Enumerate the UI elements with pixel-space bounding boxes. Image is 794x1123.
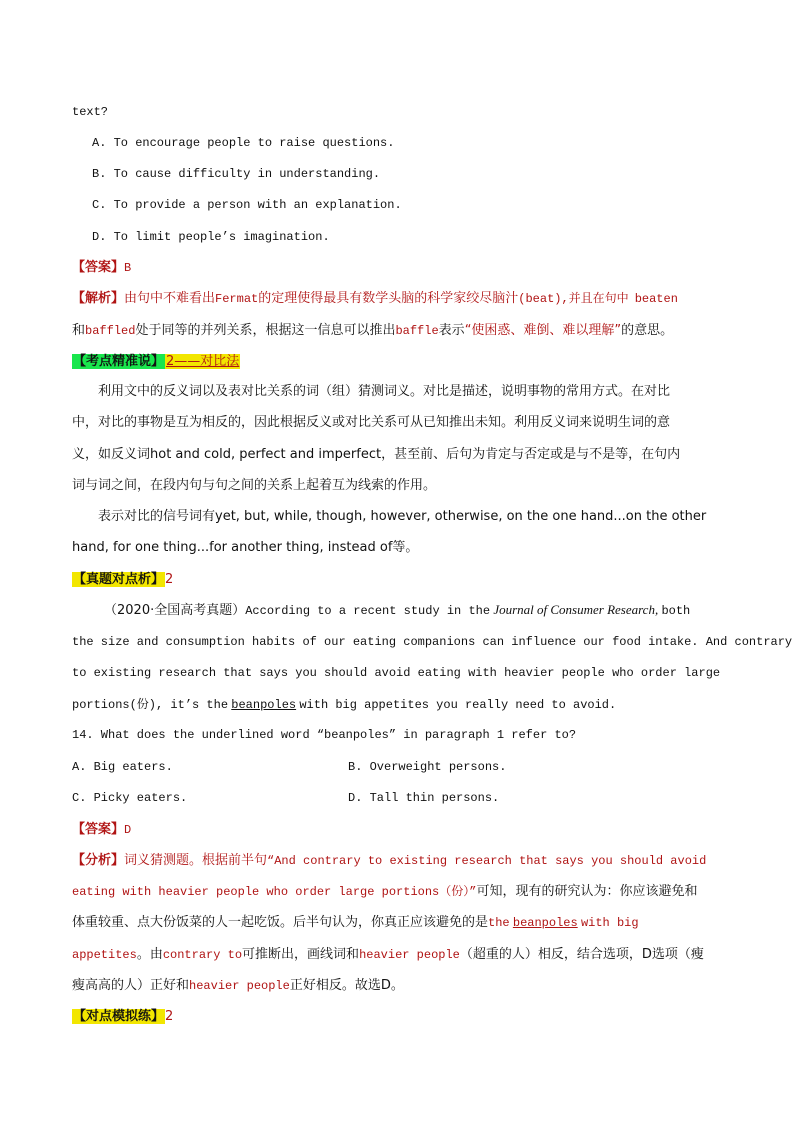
answer-label: 【答案】 bbox=[72, 260, 125, 275]
analysis-text: heavier people bbox=[359, 948, 460, 962]
kaodian-para-2-line-1: 表示对比的信号词有yet, but, while, though, however, otherwise, on the one hand...on the other bbox=[98, 509, 707, 524]
analysis-2-line-5 bbox=[72, 976, 404, 995]
section-zhenti-num: 2 bbox=[165, 572, 174, 587]
analysis-1-line-2 bbox=[72, 321, 673, 340]
analysis-2-line-2 bbox=[72, 882, 697, 901]
answer-value: D bbox=[124, 823, 132, 837]
underlined-word: beanpoles bbox=[512, 916, 578, 930]
analysis-text: Fermat bbox=[215, 292, 259, 306]
option-b: B. To cause difficulty in understanding. bbox=[92, 167, 381, 181]
analysis-label: 【分析】 bbox=[72, 853, 125, 868]
analysis-2-line-3 bbox=[72, 913, 639, 932]
passage-text: According to a recent study in the bbox=[245, 604, 491, 618]
section-kaodian-title: 2——对比法 bbox=[166, 354, 240, 369]
analysis-text: 由句中不难看出 bbox=[124, 291, 216, 306]
section-zhenti bbox=[72, 570, 173, 589]
analysis-text: contrary to bbox=[162, 948, 243, 962]
passage-line-3: to existing research that says you should avoid eating with heavier people who order large bbox=[72, 666, 721, 680]
analysis-text: 的定理使得最具有数学头脑的科学家绞尽脑汁 bbox=[258, 291, 519, 306]
kaodian-para-1-line-1: 利用文中的反义词以及表对比关系的词（组）猜测词义。对比是描述，说明事物的常用方式。在对比 bbox=[98, 384, 671, 399]
q14-option-b: B. Overweight persons. bbox=[348, 760, 507, 774]
q14-option-d: D. Tall thin persons. bbox=[348, 791, 500, 805]
section-moni-label: 【对点模拟练】 bbox=[73, 1009, 165, 1024]
passage-line-2: the size and consumption habits of our eating companions can influence our food intake. And contrary bbox=[72, 635, 793, 649]
analysis-text: 表示 bbox=[438, 323, 465, 338]
analysis-text: 可推断出，画线词和 bbox=[242, 947, 360, 962]
answer-label: 【答案】 bbox=[72, 822, 125, 837]
analysis-text: the bbox=[488, 916, 510, 930]
kaodian-para-1-line-4: 词与词之间，在段内句与句之间的关系上起着互为线索的作用。 bbox=[72, 478, 437, 493]
analysis-label: 【解析】 bbox=[72, 291, 125, 306]
analysis-text: appetites bbox=[72, 948, 137, 962]
answer-2 bbox=[72, 820, 131, 839]
analysis-text: （超重的人）相反，结合选项，D选项（瘦 bbox=[459, 947, 704, 962]
analysis-1-line-1 bbox=[72, 289, 678, 308]
section-zhenti-label: 【真题对点析】 bbox=[73, 572, 165, 587]
analysis-text: baffled bbox=[85, 324, 136, 338]
q14-stem: 14. What does the underlined word “beanpoles” in paragraph 1 refer to? bbox=[72, 728, 577, 742]
underlined-word: beanpoles bbox=[231, 698, 297, 712]
analysis-text: beaten bbox=[634, 292, 678, 306]
question-stem-tail: text? bbox=[72, 105, 109, 119]
answer-1 bbox=[72, 258, 131, 277]
passage-line-4 bbox=[72, 695, 616, 714]
analysis-text: 可知，现有的研究认为：你应该避免和 bbox=[476, 884, 698, 899]
kaodian-para-2-line-2: hand, for one thing...for another thing, instead of等。 bbox=[72, 540, 419, 555]
q14-option-c: C. Picky eaters. bbox=[72, 791, 188, 805]
analysis-2-line-4 bbox=[72, 945, 704, 964]
analysis-text: “And contrary to existing research that says you should avoid bbox=[267, 854, 707, 868]
analysis-text: 处于同等的并列关系，根据这一信息可以推出 bbox=[135, 323, 396, 338]
passage-text: both bbox=[661, 604, 691, 618]
passage-source: （2020·全国高考真题） bbox=[104, 603, 246, 618]
kaodian-para-1-line-3: 义，如反义词hot and cold, perfect and imperfect，甚至前、后句为肯定与否定或是与不是等，在句内 bbox=[72, 447, 681, 462]
passage-text: with big appetites you really need to avoid. bbox=[299, 698, 617, 712]
section-kaodian bbox=[72, 352, 240, 371]
passage-text: portions(份), it’s the bbox=[72, 698, 229, 712]
kaodian-para-1-line-2: 中，对比的事物是互为相反的，因此根据反义或对比关系可从已知推出未知。利用反义词来说明生词的意 bbox=[72, 415, 671, 430]
q14-option-a: A. Big eaters. bbox=[72, 760, 173, 774]
analysis-text: 的意思。 bbox=[621, 323, 674, 338]
journal-name: Journal of Consumer Research, bbox=[493, 602, 659, 617]
section-kaodian-label: 【考点精准说】 bbox=[73, 354, 165, 369]
answer-value: B bbox=[124, 261, 132, 275]
analysis-text: eating with heavier people who order large portions（份）” bbox=[72, 885, 477, 899]
analysis-text: 瘦高高的人）正好和 bbox=[72, 978, 190, 993]
analysis-text: “使困惑、难倒、难以理解” bbox=[464, 323, 622, 338]
analysis-text: 体重较重、点大份饭菜的人一起吃饭。后半句认为，你真正应该避免的是 bbox=[72, 915, 489, 930]
passage-line-1 bbox=[104, 601, 690, 620]
section-moni-num: 2 bbox=[165, 1009, 174, 1024]
option-c: C. To provide a person with an explanation. bbox=[92, 198, 402, 212]
analysis-text: baffle bbox=[395, 324, 439, 338]
analysis-text: 正好相反。故选D。 bbox=[289, 978, 404, 993]
option-a: A. To encourage people to raise questions. bbox=[92, 136, 395, 150]
analysis-text: 词义猜测题。根据前半句 bbox=[124, 853, 268, 868]
option-d: D. To limit people’s imagination. bbox=[92, 230, 330, 244]
analysis-text: with big bbox=[580, 916, 639, 930]
analysis-2-line-1 bbox=[72, 851, 706, 870]
analysis-text: 。由 bbox=[136, 947, 163, 962]
section-moni bbox=[72, 1007, 173, 1026]
analysis-text: heavier people bbox=[189, 979, 290, 993]
analysis-text: 和 bbox=[72, 323, 86, 338]
analysis-text: (beat),并且在句中 bbox=[518, 292, 629, 306]
